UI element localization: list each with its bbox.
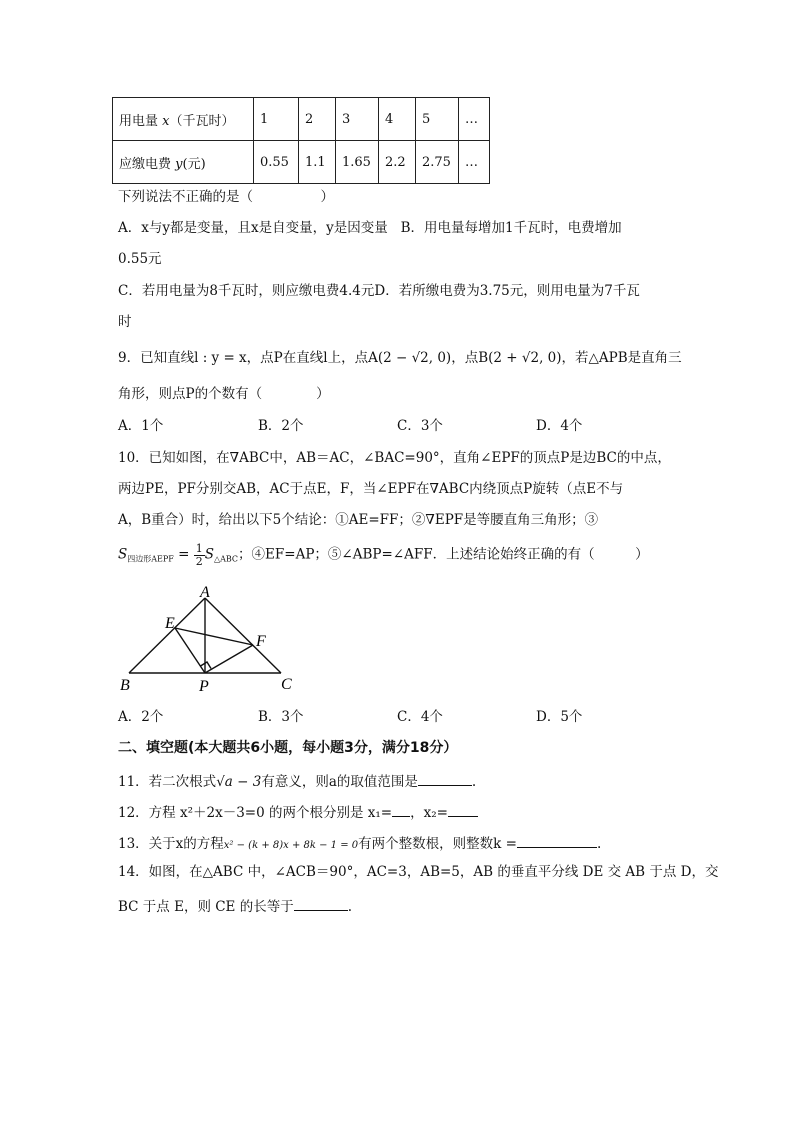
segment-ab bbox=[129, 598, 205, 673]
table-cell: 应缴电费 y(元) bbox=[113, 141, 254, 184]
q9-option-a: A．1个 bbox=[118, 418, 164, 434]
q14-line1: 14．如图，在△ABC 中，∠ACB＝90°，AC=3，AB=5，AB 的垂直平分线 DE 交 AB 于点 D，交 bbox=[118, 864, 719, 880]
label-b: B bbox=[120, 677, 130, 694]
q8-options-cd bbox=[118, 285, 640, 299]
table-cell: 3 bbox=[336, 98, 379, 141]
q9-line1: 9．已知直线l : y = x，点P在直线l上，点A(2 − √2, 0)，点B(2 + √2, 0)，若△APB是直角三 bbox=[118, 350, 682, 366]
q8-option-d-cont: 时 bbox=[118, 314, 132, 330]
answer-blank[interactable] bbox=[294, 898, 348, 911]
table-cell: 2 bbox=[299, 98, 336, 141]
q9-option-c: C．3个 bbox=[397, 418, 443, 434]
q10-line1: 10．已知如图，在∇ABC中，AB＝AC，∠BAC=90°，直角∠EPF的顶点P是边BC的中点， bbox=[118, 450, 671, 466]
q8-option-a: A．x与y都是变量，且x是自变量，y是因变量 bbox=[118, 220, 388, 236]
answer-blank[interactable] bbox=[418, 773, 472, 786]
table-cell: 4 bbox=[379, 98, 416, 141]
q10-option-a: A．2个 bbox=[118, 709, 164, 725]
answer-blank[interactable] bbox=[392, 804, 410, 817]
table-cell: … bbox=[459, 141, 490, 184]
segment-pe bbox=[175, 628, 205, 673]
q14-line2: BC 于点 E，则 CE 的长等于 . bbox=[118, 899, 353, 915]
table-cell: 1 bbox=[254, 98, 299, 141]
q9-option-b: B．2个 bbox=[258, 418, 304, 434]
table-row bbox=[113, 98, 490, 141]
section-title: 二、填空题(本大题共6小题，每小题3分，满分18分） bbox=[118, 740, 458, 756]
table-cell: 1.65 bbox=[336, 141, 379, 184]
table-cell: … bbox=[459, 98, 490, 141]
q8-option-c: C．若用电量为8千瓦时，则应缴电费4.4元 bbox=[118, 283, 375, 299]
q10-option-c: C．4个 bbox=[397, 709, 443, 725]
label-a: A bbox=[200, 584, 210, 601]
table-cell: 2.2 bbox=[379, 141, 416, 184]
q10-line2: 两边PE，PF分别交AB，AC于点E，F，当∠EPF在∇ABC内绕顶点P旋转（点E不与 bbox=[118, 481, 624, 497]
table-cell: 0.55 bbox=[254, 141, 299, 184]
q10-option-b: B．3个 bbox=[258, 709, 304, 725]
table-cell: 用电量 x（千瓦时） bbox=[113, 98, 254, 141]
q8-options-ab bbox=[118, 222, 622, 236]
segment-ac bbox=[205, 598, 281, 673]
q8-option-b: B．用电量每增加1千瓦时，电费增加 bbox=[400, 220, 622, 236]
electricity-table bbox=[112, 97, 490, 184]
label-f: F bbox=[256, 633, 266, 650]
label-p: P bbox=[199, 678, 209, 695]
table-cell: 2.75 bbox=[416, 141, 459, 184]
q10-line4: $S_{四边形AEPF}$ = $\frac{1}{2}$ $S_{\triangle ABC}$；④EF=AP；⑤∠ABP=∠AFF．上述结论始终正确的有（ ） bbox=[118, 542, 649, 568]
q11: 11．若二次根式√a − 3有意义，则a的取值范围是 . bbox=[118, 774, 477, 790]
q8-stem: 下列说法不正确的是（ ） bbox=[118, 189, 334, 205]
table-cell: 1.1 bbox=[299, 141, 336, 184]
answer-blank[interactable] bbox=[517, 835, 597, 848]
segment-pf bbox=[205, 645, 253, 673]
table-row bbox=[113, 141, 490, 184]
table-cell: 5 bbox=[416, 98, 459, 141]
q9-option-d: D．4个 bbox=[536, 418, 583, 434]
q10-line3: A，B重合）时，给出以下5个结论：①AE=FF；②∇EPF是等腰直角三角形；③ bbox=[118, 512, 599, 528]
q9-line2: 角形，则点P的个数有（ ） bbox=[118, 386, 330, 402]
q8-option-d: D．若所缴电费为3.75元，则用电量为7千瓦 bbox=[374, 283, 640, 299]
q8-option-b-cont: 0.55元 bbox=[118, 251, 162, 267]
label-c: C bbox=[281, 676, 292, 693]
q10-option-d: D．5个 bbox=[536, 709, 583, 725]
segment-ef bbox=[175, 628, 253, 645]
triangle-figure bbox=[115, 582, 305, 697]
answer-blank[interactable] bbox=[448, 804, 478, 817]
q13: 13．关于x的方程x² − (k + 8)x + 8k − 1 = 0有两个整数根，则整数k = . bbox=[118, 836, 602, 852]
q12: 12．方程 x²＋2x－3=0 的两个根分别是 x₁= ，x₂= bbox=[118, 804, 478, 821]
fraction: $\frac{1}{2}$ bbox=[195, 542, 203, 568]
label-e: E bbox=[165, 615, 175, 632]
